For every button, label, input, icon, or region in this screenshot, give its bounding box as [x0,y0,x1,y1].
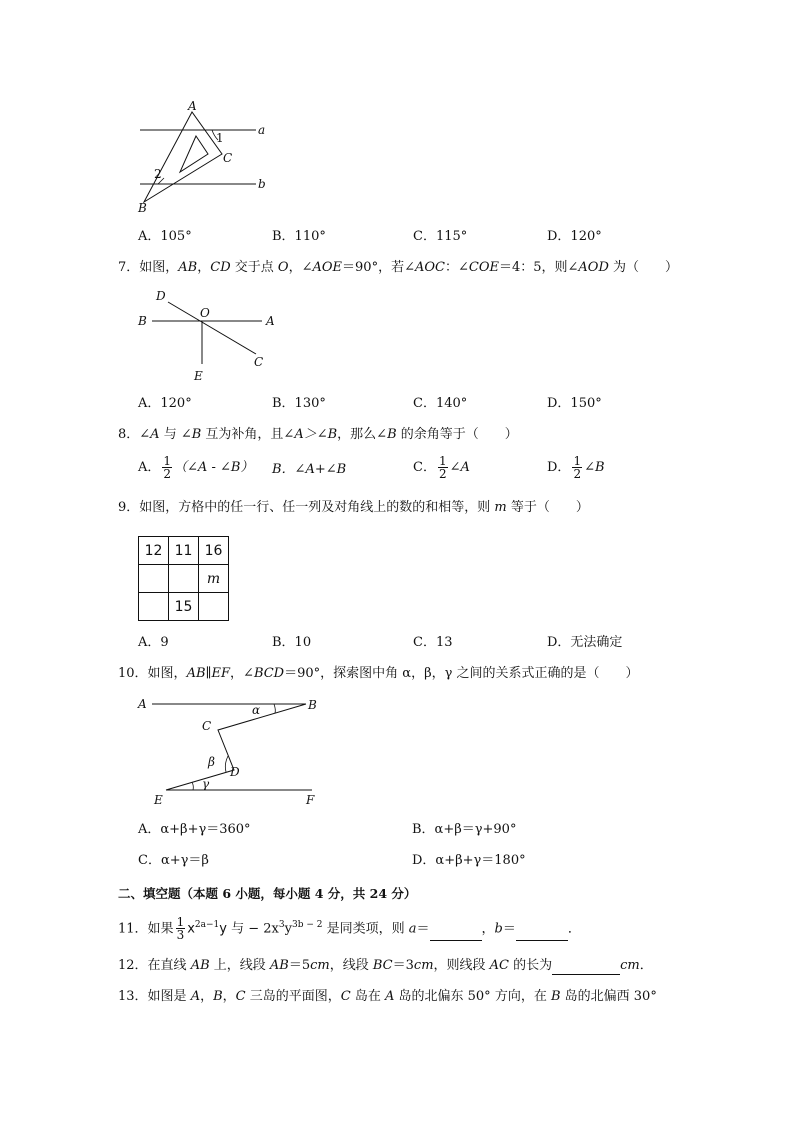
magic-square-grid [138,536,229,621]
q7-figure [130,286,290,386]
q8-option-d: D． $\frac{1}{2}$ ∠B [547,454,605,481]
grid-cell: 16 [199,537,229,565]
label-B: B [308,698,317,712]
q6-figure [130,98,280,218]
label-b: b [258,177,266,191]
q13-stem: 13．如图是 A，B，C 三岛的平面图，C 岛在 A 岛的北偏东 50° 方向，在 B 岛的北偏西 30° [118,989,657,1004]
label-C: C [254,355,264,369]
label-B: B [138,201,147,215]
grid-cell [199,593,229,621]
q7-option-a: A．120° [138,396,192,411]
label-B: B [138,314,147,328]
beta-arc [225,756,228,772]
label-C: C [202,719,212,733]
q6-option-b: B．110° [272,229,326,244]
q10-option-a: A．α+β+γ＝360° [138,822,251,837]
grid-cell [139,565,169,593]
q8-option-c: C． $\frac{1}{2}$ ∠A [413,454,470,481]
q7-stem: 7．如图，AB，CD 交于点 O，∠AOE＝90°，若∠AOC：∠COE＝4：5，则∠AOD 为（ ） [118,260,679,275]
grid-cell: m [199,565,229,593]
q7-option-c: C．140° [413,396,468,411]
q8-stem: 8．∠A 与 ∠B 互为补角，且∠A＞∠B，那么∠B 的余角等于（ ） [118,427,518,442]
q10-option-b: B．α+β＝γ+90° [412,822,517,837]
line-DC [168,302,256,354]
q9-option-d: D．无法确定 [547,635,623,650]
label-2: 2 [154,167,162,181]
label-E: E [194,369,203,383]
label-C: C [223,151,233,165]
grid-row [139,537,229,565]
label-A: A [188,99,197,113]
label-beta: β [208,755,215,769]
answer-blank-a[interactable] [430,926,482,941]
q7-option-d: D．150° [547,396,602,411]
q10-figure [130,690,330,810]
grid-cell: 11 [169,537,199,565]
q6-option-d: D．120° [547,229,602,244]
q6-option-c: C．115° [413,229,468,244]
answer-blank-b[interactable] [516,926,568,941]
label-alpha: α [252,703,261,717]
q9-stem: 9．如图，方格中的任一行、任一列及对角线上的数的和相等，则 m 等于（ ） [118,500,589,515]
gamma-arc [192,782,193,790]
label-A: A [138,697,147,711]
q9-option-a: A．9 [138,635,169,650]
grid-cell: 15 [169,593,199,621]
q8-option-a: A． $\frac{1}{2}$ （∠A - ∠B） [138,454,254,481]
q8-option-b: B．∠A+∠B [272,462,347,477]
q10-stem: 10．如图，AB∥EF，∠BCD＝90°，探索图中角 α，β，γ 之间的关系式正确的是（ ） [118,666,639,681]
q6-option-a: A．105° [138,229,192,244]
label-a: a [258,123,266,137]
q9-option-c: C．13 [413,635,453,650]
grid-cell [169,565,199,593]
grid-cell [139,593,169,621]
triangle-outer [144,112,222,202]
q12-stem: 12．在直线 AB 上，线段 AB＝5cm，线段 BC＝3cm，则线段 AC 的长为 cm． [118,958,653,973]
label-gamma: γ [202,777,210,791]
q10-option-c: C．α+γ＝β [138,853,209,868]
label-D: D [156,289,166,303]
q11-stem: 11．如果 $\frac{1}{3}$ $x^{2a-1}y$ 与 − $2x^3y^{3b - 2}$ 是同类项，则 a＝ ，b＝ ． [118,915,581,943]
grid-cell: 12 [139,537,169,565]
section-heading: 二、填空题（本题 6 小题，每小题 4 分，共 24 分） [118,886,417,901]
label-A: A [266,314,275,328]
label-O: O [200,306,210,320]
q7-option-b: B．130° [272,396,326,411]
answer-blank-ac[interactable] [552,960,620,975]
label-F: F [306,793,315,807]
grid-row [139,593,229,621]
label-E: E [154,793,163,807]
grid-row [139,565,229,593]
label-1: 1 [216,131,224,145]
q9-option-b: B．10 [272,635,312,650]
alpha-arc [274,704,275,713]
triangle-inner [180,136,208,172]
q10-option-d: D．α+β+γ＝180° [412,853,526,868]
label-D: D [230,765,240,779]
